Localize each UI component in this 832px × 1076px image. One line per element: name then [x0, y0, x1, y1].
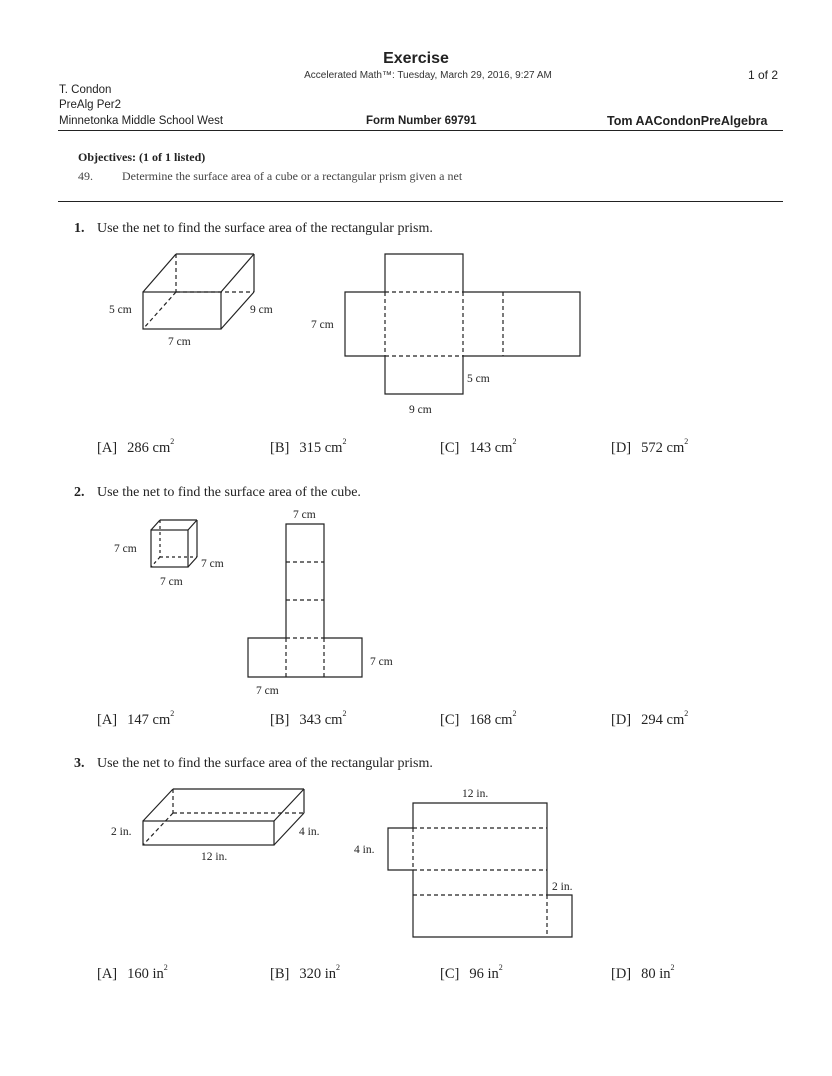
q3-net-figure [388, 803, 572, 937]
q1-net-figure [345, 254, 580, 394]
q3-net-left-label: 4 in. [354, 844, 375, 856]
q1-prism-depth-label: 9 cm [250, 304, 273, 316]
form-number: Form Number 69791 [366, 115, 477, 127]
question-3-number: 3. [74, 756, 85, 771]
question-3-text: Use the net to find the surface area of the rectangular prism. [97, 756, 433, 771]
q1-net-left-label: 7 cm [311, 319, 334, 331]
q3-net-right-label: 2 in. [552, 881, 573, 893]
q1-net-inner-label: 5 cm [467, 373, 490, 385]
objectives-heading: Objectives: (1 of 1 listed) [78, 150, 206, 164]
q3-choice-a[interactable]: [A] 160 $in^2$ [97, 963, 168, 982]
q1-choice-d[interactable]: [D] 572 $cm^2$ [611, 437, 689, 456]
q2-choice-b[interactable]: [B] 343 $cm^2$ [270, 709, 347, 728]
question-1-text: Use the net to find the surface area of the rectangular prism. [97, 221, 433, 236]
page-number: 1 of 2 [748, 68, 779, 82]
q2-cube-depth-label: 7 cm [201, 558, 224, 570]
q2-net-bottom-label: 7 cm [256, 685, 279, 697]
q2-choice-a[interactable]: [A] 147 $cm^2$ [97, 709, 175, 728]
school-name: Minnetonka Middle School West [59, 115, 224, 127]
q1-prism-width-label: 7 cm [168, 336, 191, 348]
q3-prism-depth-label: 4 in. [299, 826, 320, 838]
q3-net-top-label: 12 in. [462, 788, 489, 800]
q2-choice-d[interactable]: [D] 294 $cm^2$ [611, 709, 689, 728]
q2-choice-c[interactable]: [C] 168 $cm^2$ [440, 709, 517, 728]
q1-prism-figure [143, 254, 254, 329]
q3-choice-b[interactable]: [B] 320 $in^2$ [270, 963, 340, 982]
teacher-name: T. Condon [59, 84, 112, 96]
page-subtitle: Accelerated Math™: Tuesday, March 29, 2016, 9:27 AM [304, 70, 552, 81]
q2-cube-height-label: 7 cm [114, 543, 137, 555]
q1-choice-a[interactable]: [A] 286 $cm^2$ [97, 437, 175, 456]
q3-prism-figure [143, 789, 304, 845]
q3-choice-d[interactable]: [D] 80 $in^2$ [611, 963, 675, 982]
q3-prism-height-label: 2 in. [111, 826, 132, 838]
objective-number: 49. [78, 169, 93, 183]
q2-net-figure [248, 524, 362, 677]
q2-cube-figure [151, 520, 197, 567]
page-title: Exercise [383, 50, 449, 67]
class-name: Tom AACondonPreAlgebra [607, 114, 768, 128]
q3-prism-width-label: 12 in. [201, 851, 228, 863]
q1-net-bottom-label: 9 cm [409, 404, 432, 416]
q1-choice-c[interactable]: [C] 143 $cm^2$ [440, 437, 517, 456]
q2-cube-width-label: 7 cm [160, 576, 183, 588]
q2-net-right-label: 7 cm [370, 656, 393, 668]
q3-choice-c[interactable]: [C] 96 $in^2$ [440, 963, 503, 982]
objective-text: Determine the surface area of a cube or a rectangular prism given a net [122, 169, 463, 183]
question-1-number: 1. [74, 221, 85, 236]
q1-prism-height-label: 5 cm [109, 304, 132, 316]
class-period: PreAlg Per2 [59, 99, 122, 111]
q1-choice-b[interactable]: [B] 315 $cm^2$ [270, 437, 347, 456]
question-2-number: 2. [74, 485, 85, 500]
q2-net-top-label: 7 cm [293, 509, 316, 521]
question-2-text: Use the net to find the surface area of the cube. [97, 485, 361, 500]
